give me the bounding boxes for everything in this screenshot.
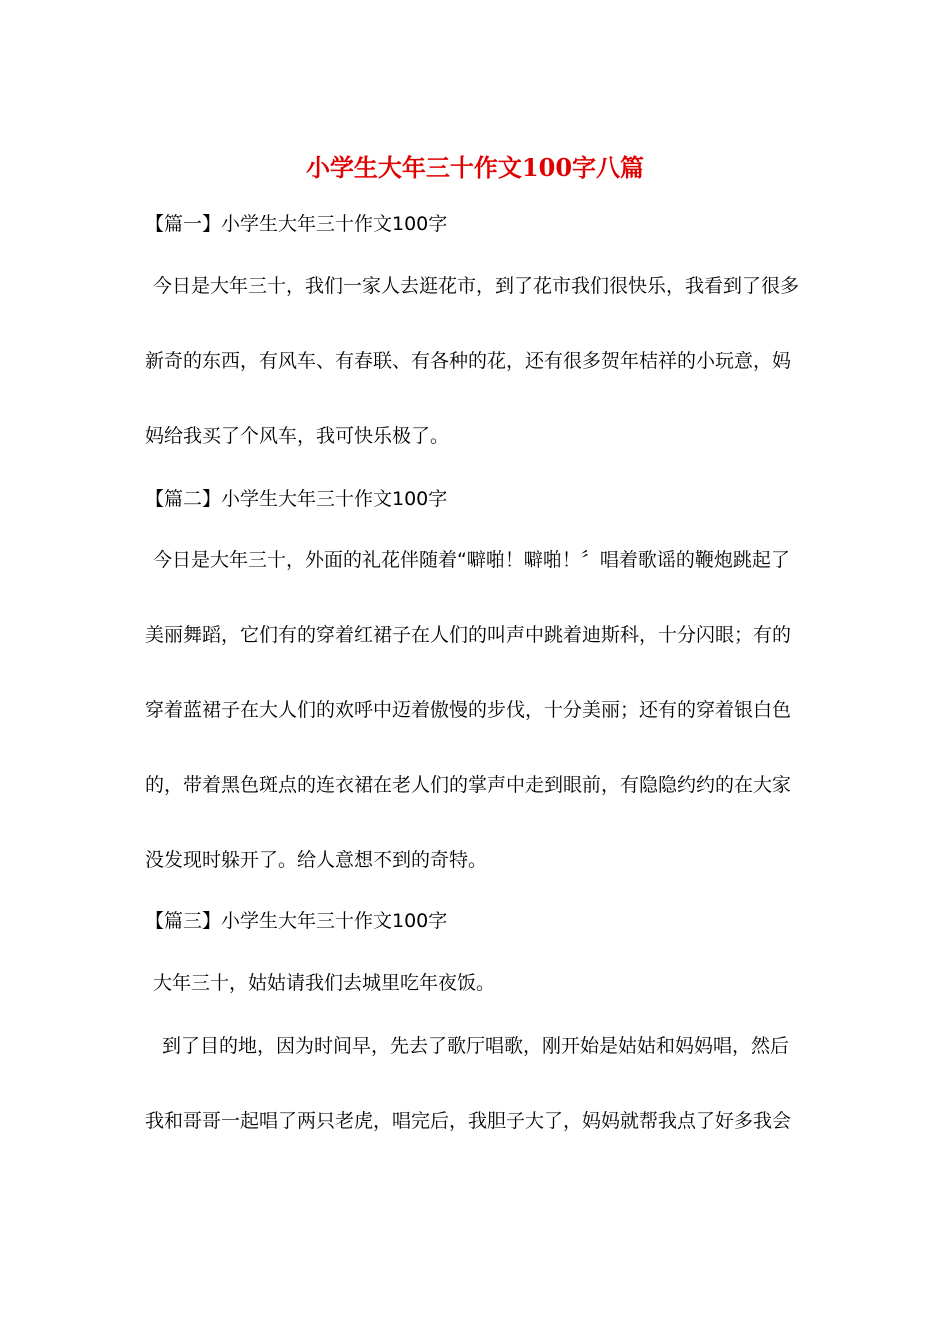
paragraph-line: 到了目的地，因为时间早，先去了歌厅唱歌，刚开始是姑姑和妈妈唱，然后 xyxy=(162,1035,790,1057)
paragraph-line: 美丽舞蹈，它们有的穿着红裙子在人们的叫声中跳着迪斯科，十分闪眼；有的 xyxy=(145,624,792,646)
paragraph-line: 妈给我买了个风车，我可快乐极了。 xyxy=(145,425,450,447)
paragraph-line: 穿着蓝裙子在大人们的欢呼中迈着傲慢的步伐，十分美丽；还有的穿着银白色 xyxy=(145,699,792,721)
paragraph-line: 我和哥哥一起唱了两只老虎，唱完后，我胆子大了，妈妈就帮我点了好多我会 xyxy=(145,1110,792,1132)
paragraph-line: 没发现时躲开了。给人意想不到的奇特。 xyxy=(145,849,488,871)
document-title: 小学生大年三十作文100字八篇 xyxy=(305,153,645,182)
paragraph-line: 大年三十，姑姑请我们去城里吃年夜饭。 xyxy=(153,972,496,994)
paragraph-line: 新奇的东西，有风车、有春联、有各种的花，还有很多贺年桔祥的小玩意，妈 xyxy=(145,350,792,372)
paragraph-line: 今日是大年三十，外面的礼花伴随着“噼啪！噼啪！〞唱着歌谣的鞭炮跳起了 xyxy=(153,549,790,571)
paragraph-line: 的，带着黑色斑点的连衣裙在老人们的掌声中走到眼前，有隐隐约约的在大家 xyxy=(145,774,792,796)
section-heading-3: 【篇三】小学生大年三十作文100字 xyxy=(145,910,448,932)
section-heading-1: 【篇一】小学生大年三十作文100字 xyxy=(145,213,448,235)
section-heading-2: 【篇二】小学生大年三十作文100字 xyxy=(145,488,448,510)
paragraph-line: 今日是大年三十，我们一家人去逛花市，到了花市我们很快乐，我看到了很多 xyxy=(153,275,800,297)
